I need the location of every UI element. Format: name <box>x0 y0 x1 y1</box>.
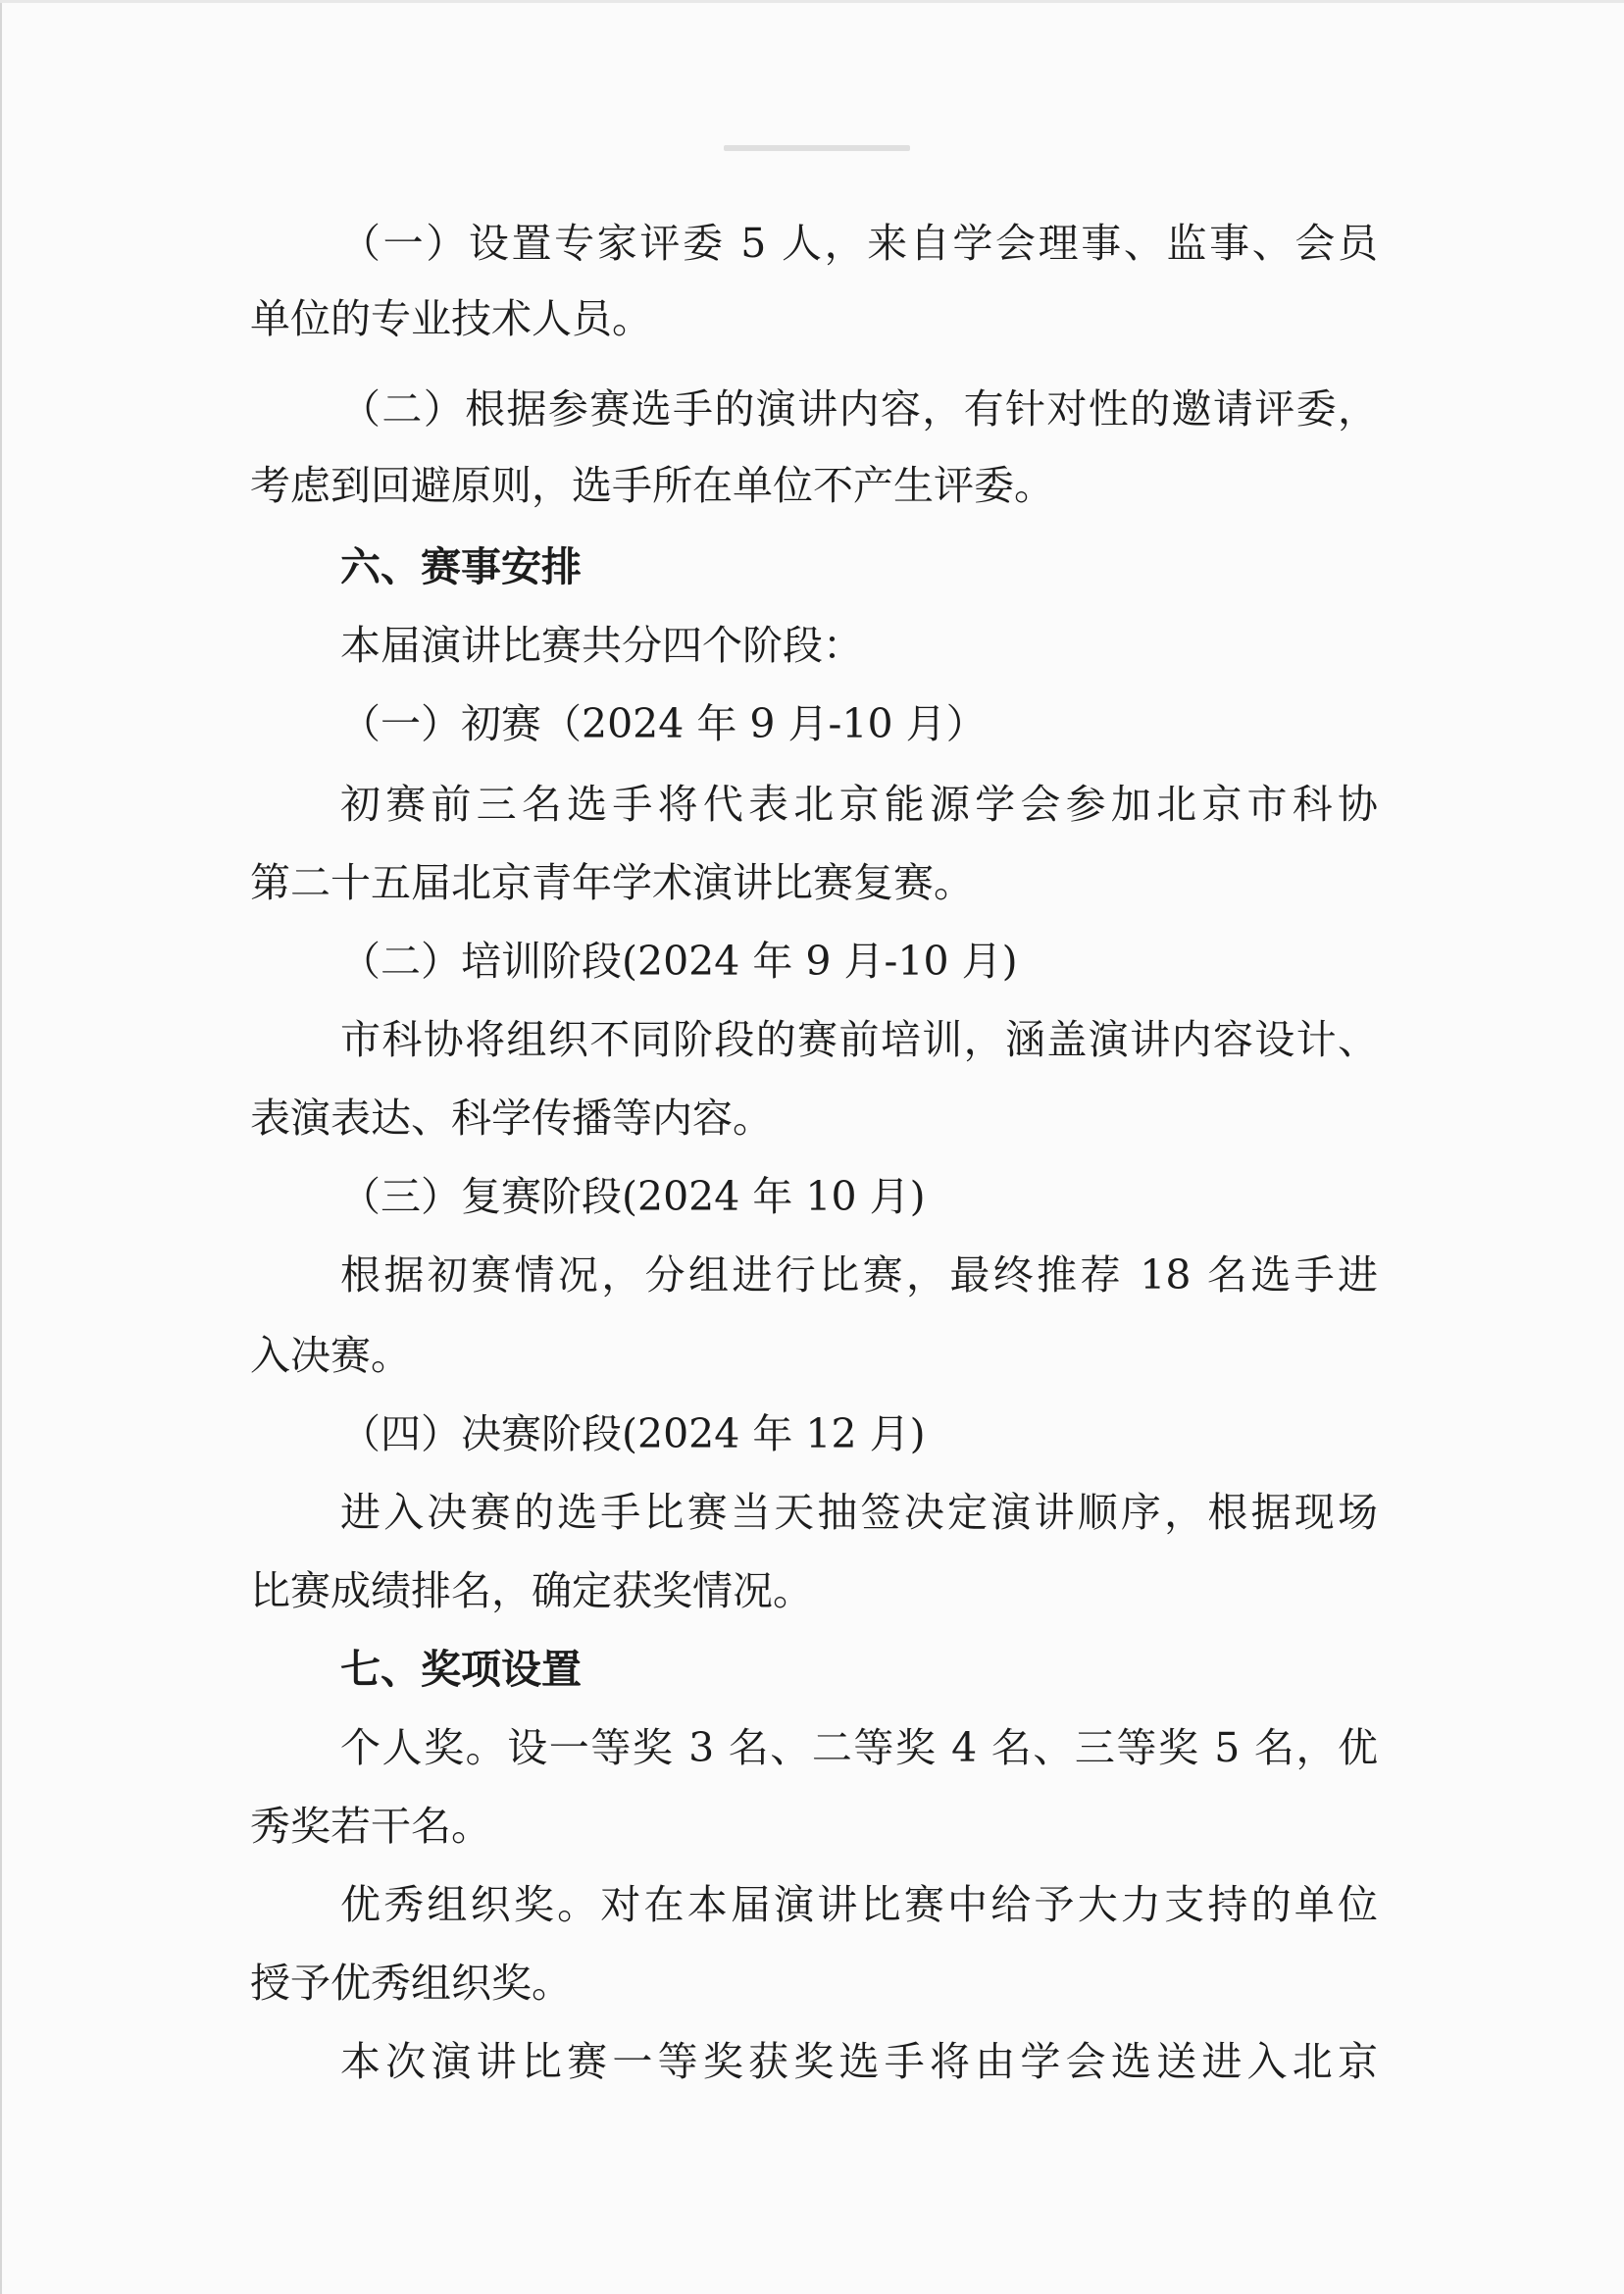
paragraph-line: 比赛成绩排名，确定获奖情况。 <box>250 1567 813 1614</box>
paragraph-line: （二）根据参赛选手的演讲内容，有针对性的邀请评委， <box>340 385 1378 433</box>
paragraph-line: 本次演讲比赛一等奖获奖选手将由学会选送进入北京 <box>340 2038 1378 2085</box>
section-heading: 六、赛事安排 <box>340 543 582 590</box>
subheading-line: （四）决赛阶段(2024 年 12 月) <box>340 1410 926 1457</box>
paragraph-line: 表演表达、科学传播等内容。 <box>250 1095 773 1142</box>
section-heading: 七、奖项设置 <box>340 1646 582 1693</box>
paragraph-line: 市科协将组织不同阶段的赛前培训，涵盖演讲内容设计、 <box>340 1016 1378 1063</box>
subheading-line: （三）复赛阶段(2024 年 10 月) <box>340 1173 926 1220</box>
subheading-line: （一）初赛（2024 年 9 月-10 月） <box>340 700 987 747</box>
faint-header-mark <box>724 145 910 151</box>
paragraph-line: 考虑到回避原则，选手所在单位不产生评委。 <box>250 462 1054 509</box>
subheading-line: （二）培训阶段(2024 年 9 月-10 月) <box>340 938 1018 985</box>
paragraph-line: 授予优秀组织奖。 <box>250 1960 572 2007</box>
paragraph-line: 个人奖。设一等奖 3 名、二等奖 4 名、三等奖 5 名，优 <box>340 1724 1378 1771</box>
paragraph-line: 根据初赛情况，分组进行比赛，最终推荐 18 名选手进 <box>340 1251 1378 1299</box>
paragraph-line: 单位的专业技术人员。 <box>250 295 652 342</box>
paragraph-line: 进入决赛的选手比赛当天抽签决定演讲顺序，根据现场 <box>340 1489 1378 1536</box>
scan-edge-top <box>0 0 1624 3</box>
paragraph-line: 秀奖若干名。 <box>250 1803 491 1850</box>
paragraph-line: 优秀组织奖。对在本届演讲比赛中给予大力支持的单位 <box>340 1881 1378 1928</box>
scan-edge-left <box>0 0 2 2294</box>
paragraph-line: （一）设置专家评委 5 人，来自学会理事、监事、会员 <box>340 220 1378 267</box>
paragraph-line: 入决赛。 <box>250 1332 411 1379</box>
paragraph-line: 第二十五届北京青年学术演讲比赛复赛。 <box>250 859 974 906</box>
paragraph-line: 初赛前三名选手将代表北京能源学会参加北京市科协 <box>340 781 1378 828</box>
paragraph-line: 本届演讲比赛共分四个阶段： <box>340 622 863 669</box>
